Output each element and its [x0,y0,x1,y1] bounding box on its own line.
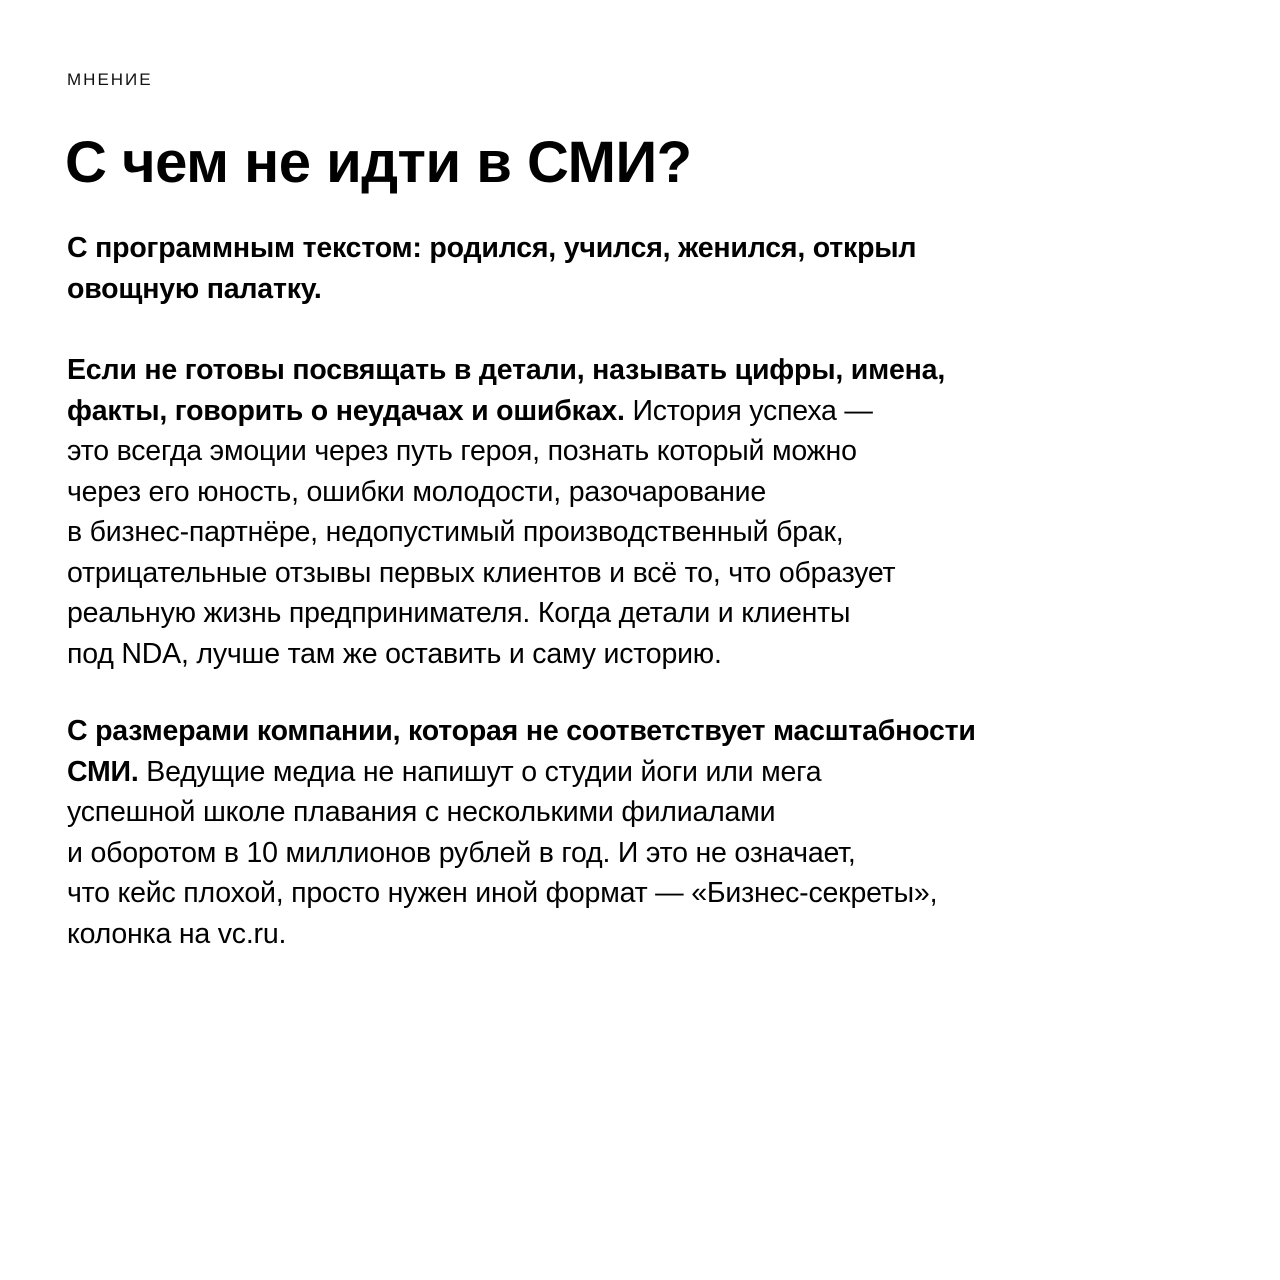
regular-text: и оборотом в 10 миллионов рублей в год. И это не означает, [67,836,856,869]
text-line [67,350,945,391]
bold-text: факты, говорить о неудачах и ошибках. [67,394,625,427]
text-line [67,431,945,472]
text-line [67,472,945,513]
bold-text: СМИ. [67,755,139,788]
text-line [67,752,976,793]
text-line [67,228,916,269]
paragraph-2 [67,350,945,674]
regular-text: что кейс плохой, просто нужен иной формат — «Бизнес-секреты», [67,877,938,909]
regular-text: реальную жизнь предпринимателя. Когда детали и клиенты [67,597,851,629]
regular-text: успешной школе плавания с несколькими филиалами [67,796,776,828]
page-title: С чем не идти в СМИ? [65,130,692,195]
text-line [67,512,945,553]
text-line [67,711,976,752]
regular-text: отрицательные отзывы первых клиентов и всё то, что образует [67,556,896,589]
text-line [67,593,945,634]
regular-text: История успеха — [624,394,873,427]
text-line [67,873,976,914]
text-line [67,269,916,310]
regular-text: в бизнес-партнёре, недопустимый производственный брак, [67,516,844,548]
regular-text: под NDA, лучше там же оставить и саму историю. [67,637,722,670]
regular-text: колонка на vc.ru. [67,917,287,950]
text-line [67,833,976,874]
bold-text: С размерами компании, которая не соответствует масштабности [67,715,976,747]
paragraph-3 [67,711,976,954]
kicker-label: МНЕНИЕ [67,70,153,89]
bold-text: С программным текстом: родился, учился, женился, открыл [67,232,917,264]
bold-text: Если не готовы посвящать в детали, называть цифры, имена, [67,354,946,386]
text-line [67,792,976,833]
regular-text: через его юность, ошибки молодости, разочарование [67,475,767,508]
text-line [67,914,976,955]
paragraph-1 [67,228,916,309]
bold-text: овощную палатку. [67,272,322,305]
regular-text: это всегда эмоции через путь героя, познать который можно [67,435,857,467]
text-line [67,553,945,594]
text-line [67,634,945,675]
regular-text: Ведущие медиа не напишут о студии йоги или мега [138,755,822,788]
text-line [67,391,945,432]
